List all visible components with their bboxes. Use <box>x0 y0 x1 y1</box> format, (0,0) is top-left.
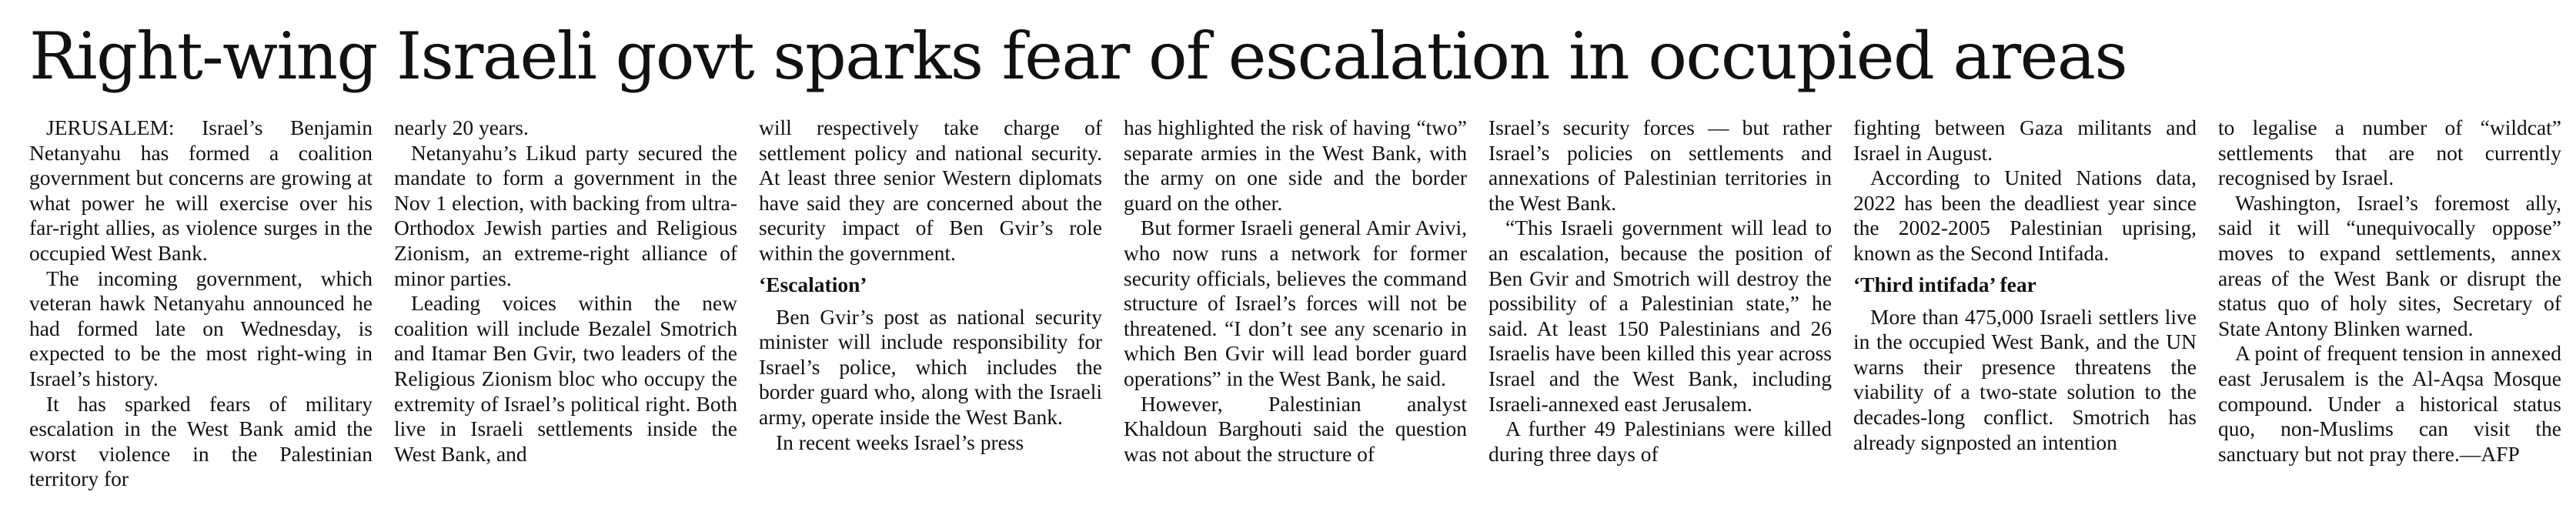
column-7 <box>2218 115 2561 525</box>
paragraph: But former Israeli general Amir Avivi, who now runs a network for former security officials, believes the command structure of Israel’s forces will not be threatened. “I don’t see any scenario in which Ben Gvir will lead border guard operations” in the West Bank, he said. <box>1124 216 1467 390</box>
paragraph-continued: to legalise a number of “wildcat” settlements that are not currently recognised by Israel. <box>2218 115 2561 190</box>
paragraph: A further 49 Palestinians were killed during three days of <box>1488 417 1832 466</box>
subheading-third-intifada: ‘Third intifada’ fear <box>1853 272 2036 296</box>
paragraph-continued: will respectively take charge of settlement policy and national security. At least three senior Western diplomats have said they are concerned about the security impact of Ben Gvir’s role within the government. <box>759 115 1102 265</box>
paragraph-continued: Israel’s security forces — but rather Israel’s policies on settlements and annexations of Palestinian territories in the West Bank. <box>1488 115 1832 215</box>
paragraph: According to United Nations data, 2022 has been the deadliest year since the 2002-2005 Palestinian uprising, known as the Second Intifada. <box>1853 166 2197 265</box>
paragraph: The incoming government, which veteran hawk Netanyahu announced he had formed late on Wednesday, is expected to be the most right-wing in Israel’s history. <box>29 266 373 390</box>
paragraph-continued: fighting between Gaza militants and Israel in August. <box>1853 115 2197 165</box>
paragraph-continued: nearly 20 years. <box>394 115 529 139</box>
article-body <box>29 115 2561 525</box>
paragraph-continued: has highlighted the risk of having “two” separate armies in the West Bank, with the army on one side and the border guard on the other. <box>1124 115 1467 215</box>
paragraph: A point of frequent tension in annexed east Jerusalem is the Al-Aqsa Mosque compound. Under a historical status quo, non-Muslims can visit the sanctuary but not pray there.—AFP <box>2218 341 2561 466</box>
paragraph: Washington, Israel’s foremost ally, said it will “unequivocally oppose” moves to expand settlements, annex areas of the West Bank or disrupt the status quo of holy sites, Secretary of State Antony Blinken warned. <box>2218 190 2561 340</box>
paragraph: However, Palestinian analyst Khaldoun Barghouti said the question was not about the structure of <box>1124 391 1467 466</box>
paragraph: Leading voices within the new coalition will include Bezalel Smotrich and Itamar Ben Gvir, two leaders of the Religious Zionism bloc who occupy the extremity of Israel’s political right. Both live in Israeli settlements inside the West Bank, and <box>394 291 737 466</box>
paragraph: In recent weeks Israel’s press <box>776 430 1024 454</box>
column-4 <box>1124 115 1467 525</box>
column-2 <box>394 115 737 525</box>
paragraph: Netanyahu’s Likud party secured the mandate to form a government in the Nov 1 election, with backing from ultra-Orthodox Jewish parties and Religious Zionism, an extreme-right alliance of minor parties. <box>394 140 737 290</box>
column-5 <box>1488 115 1832 525</box>
paragraph: “This Israeli government will lead to an escalation, because the position of Ben Gvir and Smotrich will destroy the possibility of a Palestinian state,” he said. At least 150 Palestinians and 26 Israelis have been killed this year across Israel and the West Bank, including Israeli-annexed east Jerusalem. <box>1488 216 1832 416</box>
paragraph: More than 475,000 Israeli settlers live in the occupied West Bank, and the UN warns their presence threatens the viability of a two-state solution to the decades-long conflict. Smotrich has already signposted an intention <box>1853 304 2197 454</box>
headline: Right-wing Israeli govt sparks fear of escalation in occupied areas <box>29 18 2127 94</box>
column-6 <box>1853 115 2197 525</box>
column-1 <box>29 115 373 525</box>
subheading-escalation: ‘Escalation’ <box>759 272 867 296</box>
column-3 <box>759 115 1102 525</box>
paragraph: JERUSALEM: Israel’s Benjamin Netanyahu has formed a coalition government but concerns are growing at what power he will exercise over his far-right allies, as violence surges in the occupied West Bank. <box>29 115 373 265</box>
paragraph: It has sparked fears of military escalation in the West Bank amid the worst violence in the Palestinian territory for <box>29 391 373 491</box>
paragraph: Ben Gvir’s post as national security minister will include responsibility for Israel’s police, which includes the border guard who, along with the Israeli army, operate inside the West Bank. <box>759 304 1102 429</box>
